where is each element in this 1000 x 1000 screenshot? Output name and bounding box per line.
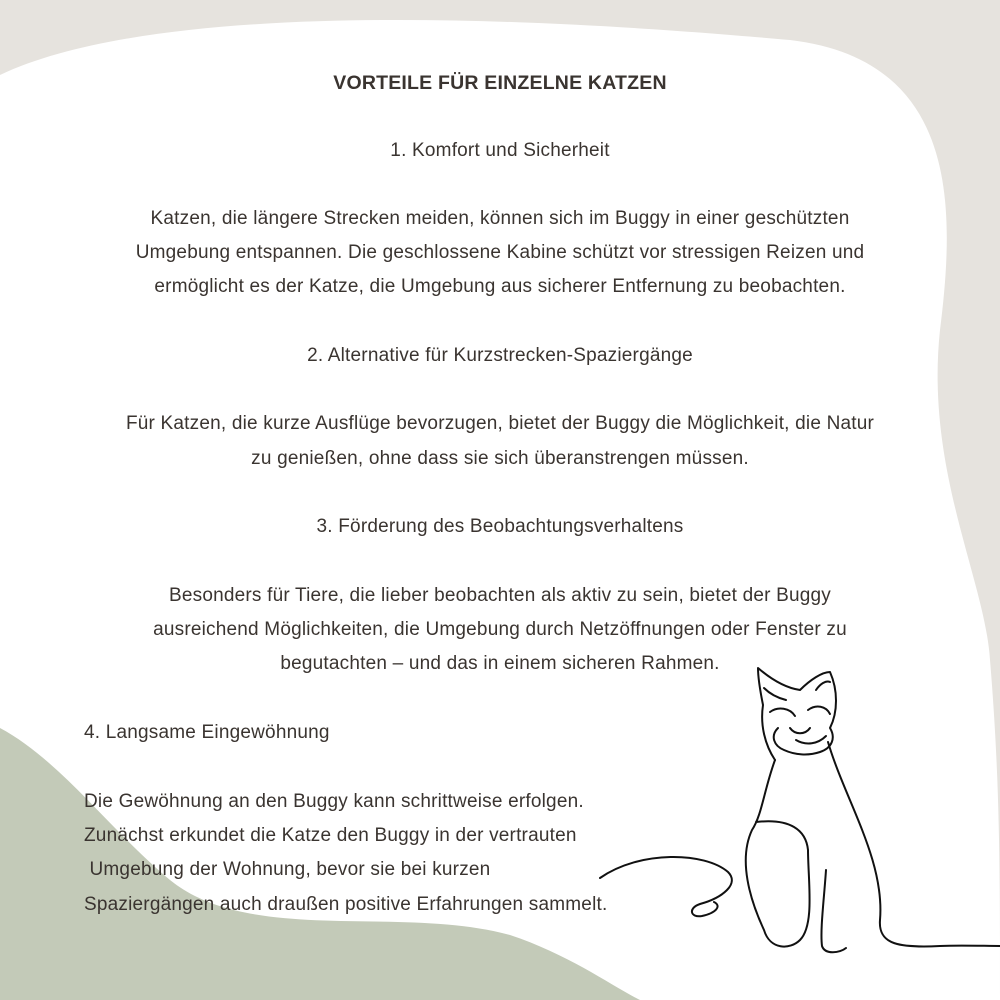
section-2-line-2: zu genießen, ohne dass sie sich überanstrengen müssen. bbox=[251, 448, 749, 469]
section-3-heading: 3. Förderung des Beobachtungsverhaltens bbox=[316, 516, 684, 537]
cat-body-line bbox=[828, 742, 1000, 947]
cat-chest-line bbox=[746, 760, 810, 947]
section-4-line-2: Zunächst erkundet die Katze den Buggy in der vertrauten bbox=[84, 825, 577, 846]
section-1-line-1: Katzen, die längere Strecken meiden, können sich im Buggy in einer geschützten bbox=[150, 208, 850, 229]
section-4-line-1: Die Gewöhnung an den Buggy kann schrittweise erfolgen. bbox=[84, 791, 584, 812]
cat-ear-line bbox=[764, 681, 830, 700]
section-1-line-3: ermöglicht es der Katze, die Umgebung aus sicherer Entfernung zu beobachten. bbox=[154, 276, 846, 297]
section-3-line-3: begutachten – und das in einem sicheren Rahmen. bbox=[280, 653, 720, 674]
page-title: VORTEILE FÜR EINZELNE KATZEN bbox=[333, 72, 667, 94]
section-4-heading: 4. Langsame Eingewöhnung bbox=[84, 722, 330, 743]
cat-line-drawing-icon bbox=[590, 655, 1000, 955]
section-3-line-2: ausreichend Möglichkeiten, die Umgebung durch Netzöffnungen oder Fenster zu bbox=[153, 619, 847, 640]
section-2-line-1: Für Katzen, die kurze Ausflüge bevorzugen, bietet der Buggy die Möglichkeit, die Natur bbox=[125, 413, 875, 434]
section-2-heading: 2. Alternative für Kurzstrecken-Spaziergänge bbox=[307, 345, 693, 366]
cat-face-line bbox=[770, 707, 830, 744]
section-4-line-4: Spaziergängen auch draußen positive Erfahrungen sammelt. bbox=[84, 894, 608, 915]
section-3-line-1: Besonders für Tiere, die lieber beobachten als aktiv zu sein, bietet der Buggy bbox=[169, 585, 831, 606]
section-1-heading: 1. Komfort und Sicherheit bbox=[390, 140, 610, 161]
cat-tail-line bbox=[600, 857, 732, 916]
section-4-line-3: Umgebung der Wohnung, bevor sie bei kurzen bbox=[84, 859, 491, 880]
section-1-line-2: Umgebung entspannen. Die geschlossene Kabine schützt vor stressigen Reizen und bbox=[135, 242, 865, 263]
cat-leg-line bbox=[821, 870, 846, 952]
